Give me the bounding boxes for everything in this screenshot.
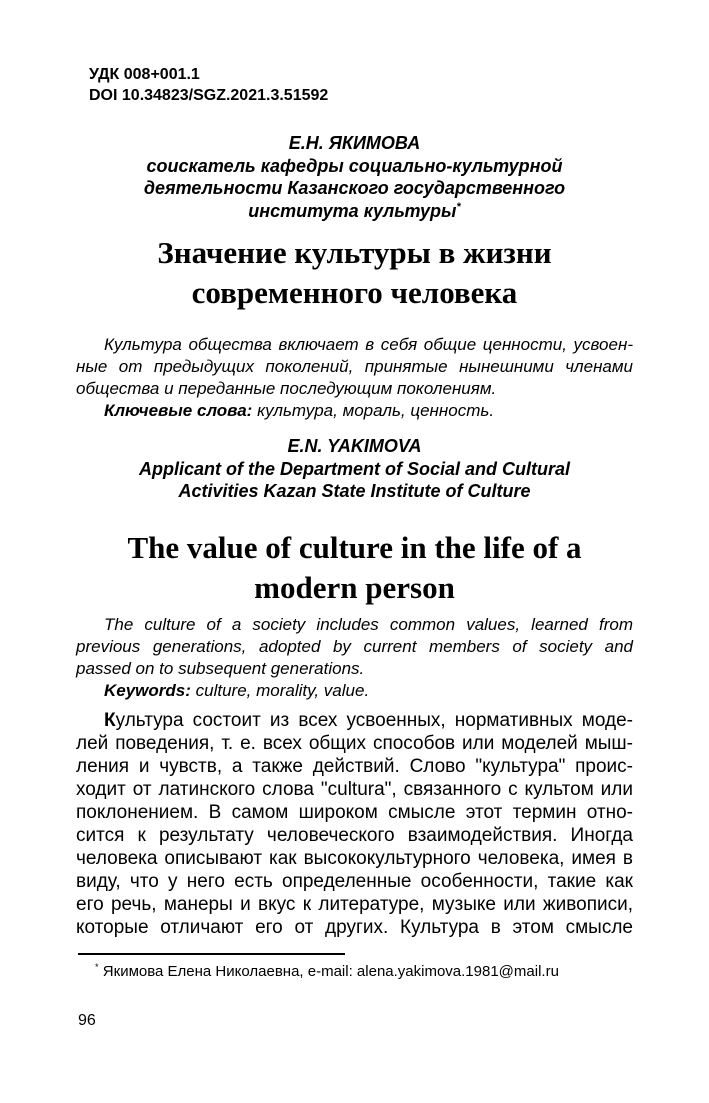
title-ru-line: современного человека [191, 275, 518, 310]
author-name-en: E.N. YAKIMOVA [287, 436, 422, 456]
footnote-text: Якимова Елена Николаевна, e-mail: alena.yakimova.1981@mail.ru [98, 962, 559, 980]
body-line: ходит от латинского слова "cultura", связанного с культом или [76, 778, 633, 800]
title-en-line: modern person [254, 569, 455, 605]
title-ru-line: Значение культуры в жизни [157, 235, 552, 270]
footnote-separator-rule [78, 953, 345, 955]
abstract-en-line: previous generations, adopted by current members of society and [76, 636, 633, 656]
keywords-en-label: Keywords: [104, 680, 191, 700]
author-affiliation-line: деятельности Казанского государственного [143, 178, 566, 198]
abstract-ru [76, 334, 633, 422]
paragraph-initial-letter: К [104, 709, 116, 731]
body-line: ления и чувств, а также действий. Слово "культура" проис- [76, 755, 633, 777]
abstract-en-line: The culture of a society includes common values, learned from [104, 614, 633, 634]
author-name-ru: Е.Н. ЯКИМОВА [288, 133, 421, 153]
body-line: сится к результату человеческого взаимодействия. Иногда [76, 824, 633, 846]
body-paragraph [76, 709, 633, 939]
keywords-ru-text: культура, мораль, ценность. [252, 401, 495, 420]
doi-code: DOI 10.34823/SGZ.2021.3.51592 [89, 87, 329, 104]
author-affiliation-line: Applicant of the Department of Social and Cultural [138, 458, 571, 479]
author-affiliation-line [76, 200, 633, 223]
body-line [76, 709, 633, 732]
abstract-en [76, 614, 633, 702]
body-line: виду, что у него есть определенные особенности, такие как [76, 870, 633, 892]
body-line: поклонением. В самом широком смысле этот термин отно- [76, 801, 633, 823]
body-line: которые отличают его от других. Культура в этом смысле [76, 916, 633, 938]
author-affiliation-line: соискатель кафедры социально-культурной [146, 155, 563, 176]
author-affiliation-line: Activities Kazan State Institute of Culture [178, 481, 531, 501]
footnote-marker: * [456, 200, 461, 213]
abstract-ru-line: общества и переданные последующим поколениям. [76, 379, 497, 398]
abstract-ru-line: ные от предыдущих поколений, принятые нынешними членами [76, 357, 633, 376]
footnote [76, 962, 633, 981]
affiliation-text: института культуры [248, 200, 457, 221]
footnote-marker: * [95, 961, 99, 972]
author-block-en [76, 435, 633, 503]
abstract-en-line: passed on to subsequent generations. [76, 658, 365, 678]
title-en-line: The value of culture in the life of a [127, 529, 582, 565]
body-line: лей поведения, т. е. всех общих способов или моделей мыш- [76, 732, 633, 754]
body-line: человека описывают как высококультурного человека, имея в [76, 847, 633, 869]
page-number: 96 [78, 1012, 96, 1029]
body-line-text: ультура состоит из всех усвоенных, нормативных моде- [115, 709, 633, 731]
body-line: его речь, манеры и вкус к литературе, музыке или живописи, [76, 893, 633, 915]
udc-code: УДК 008+001.1 [89, 66, 200, 83]
udk-doi-block [89, 64, 633, 106]
keywords-ru-label: Ключевые слова: [104, 401, 253, 420]
article-title-ru [76, 233, 633, 313]
abstract-ru-line: Культура общества включает в себя общие ценности, усвоен- [104, 335, 633, 354]
keywords-en-line [76, 680, 633, 702]
article-title-en [76, 528, 633, 608]
author-block-ru [76, 132, 633, 222]
keywords-en-text: culture, morality, value. [190, 680, 370, 700]
footnote-line [76, 962, 633, 981]
keywords-ru-line [76, 400, 633, 422]
